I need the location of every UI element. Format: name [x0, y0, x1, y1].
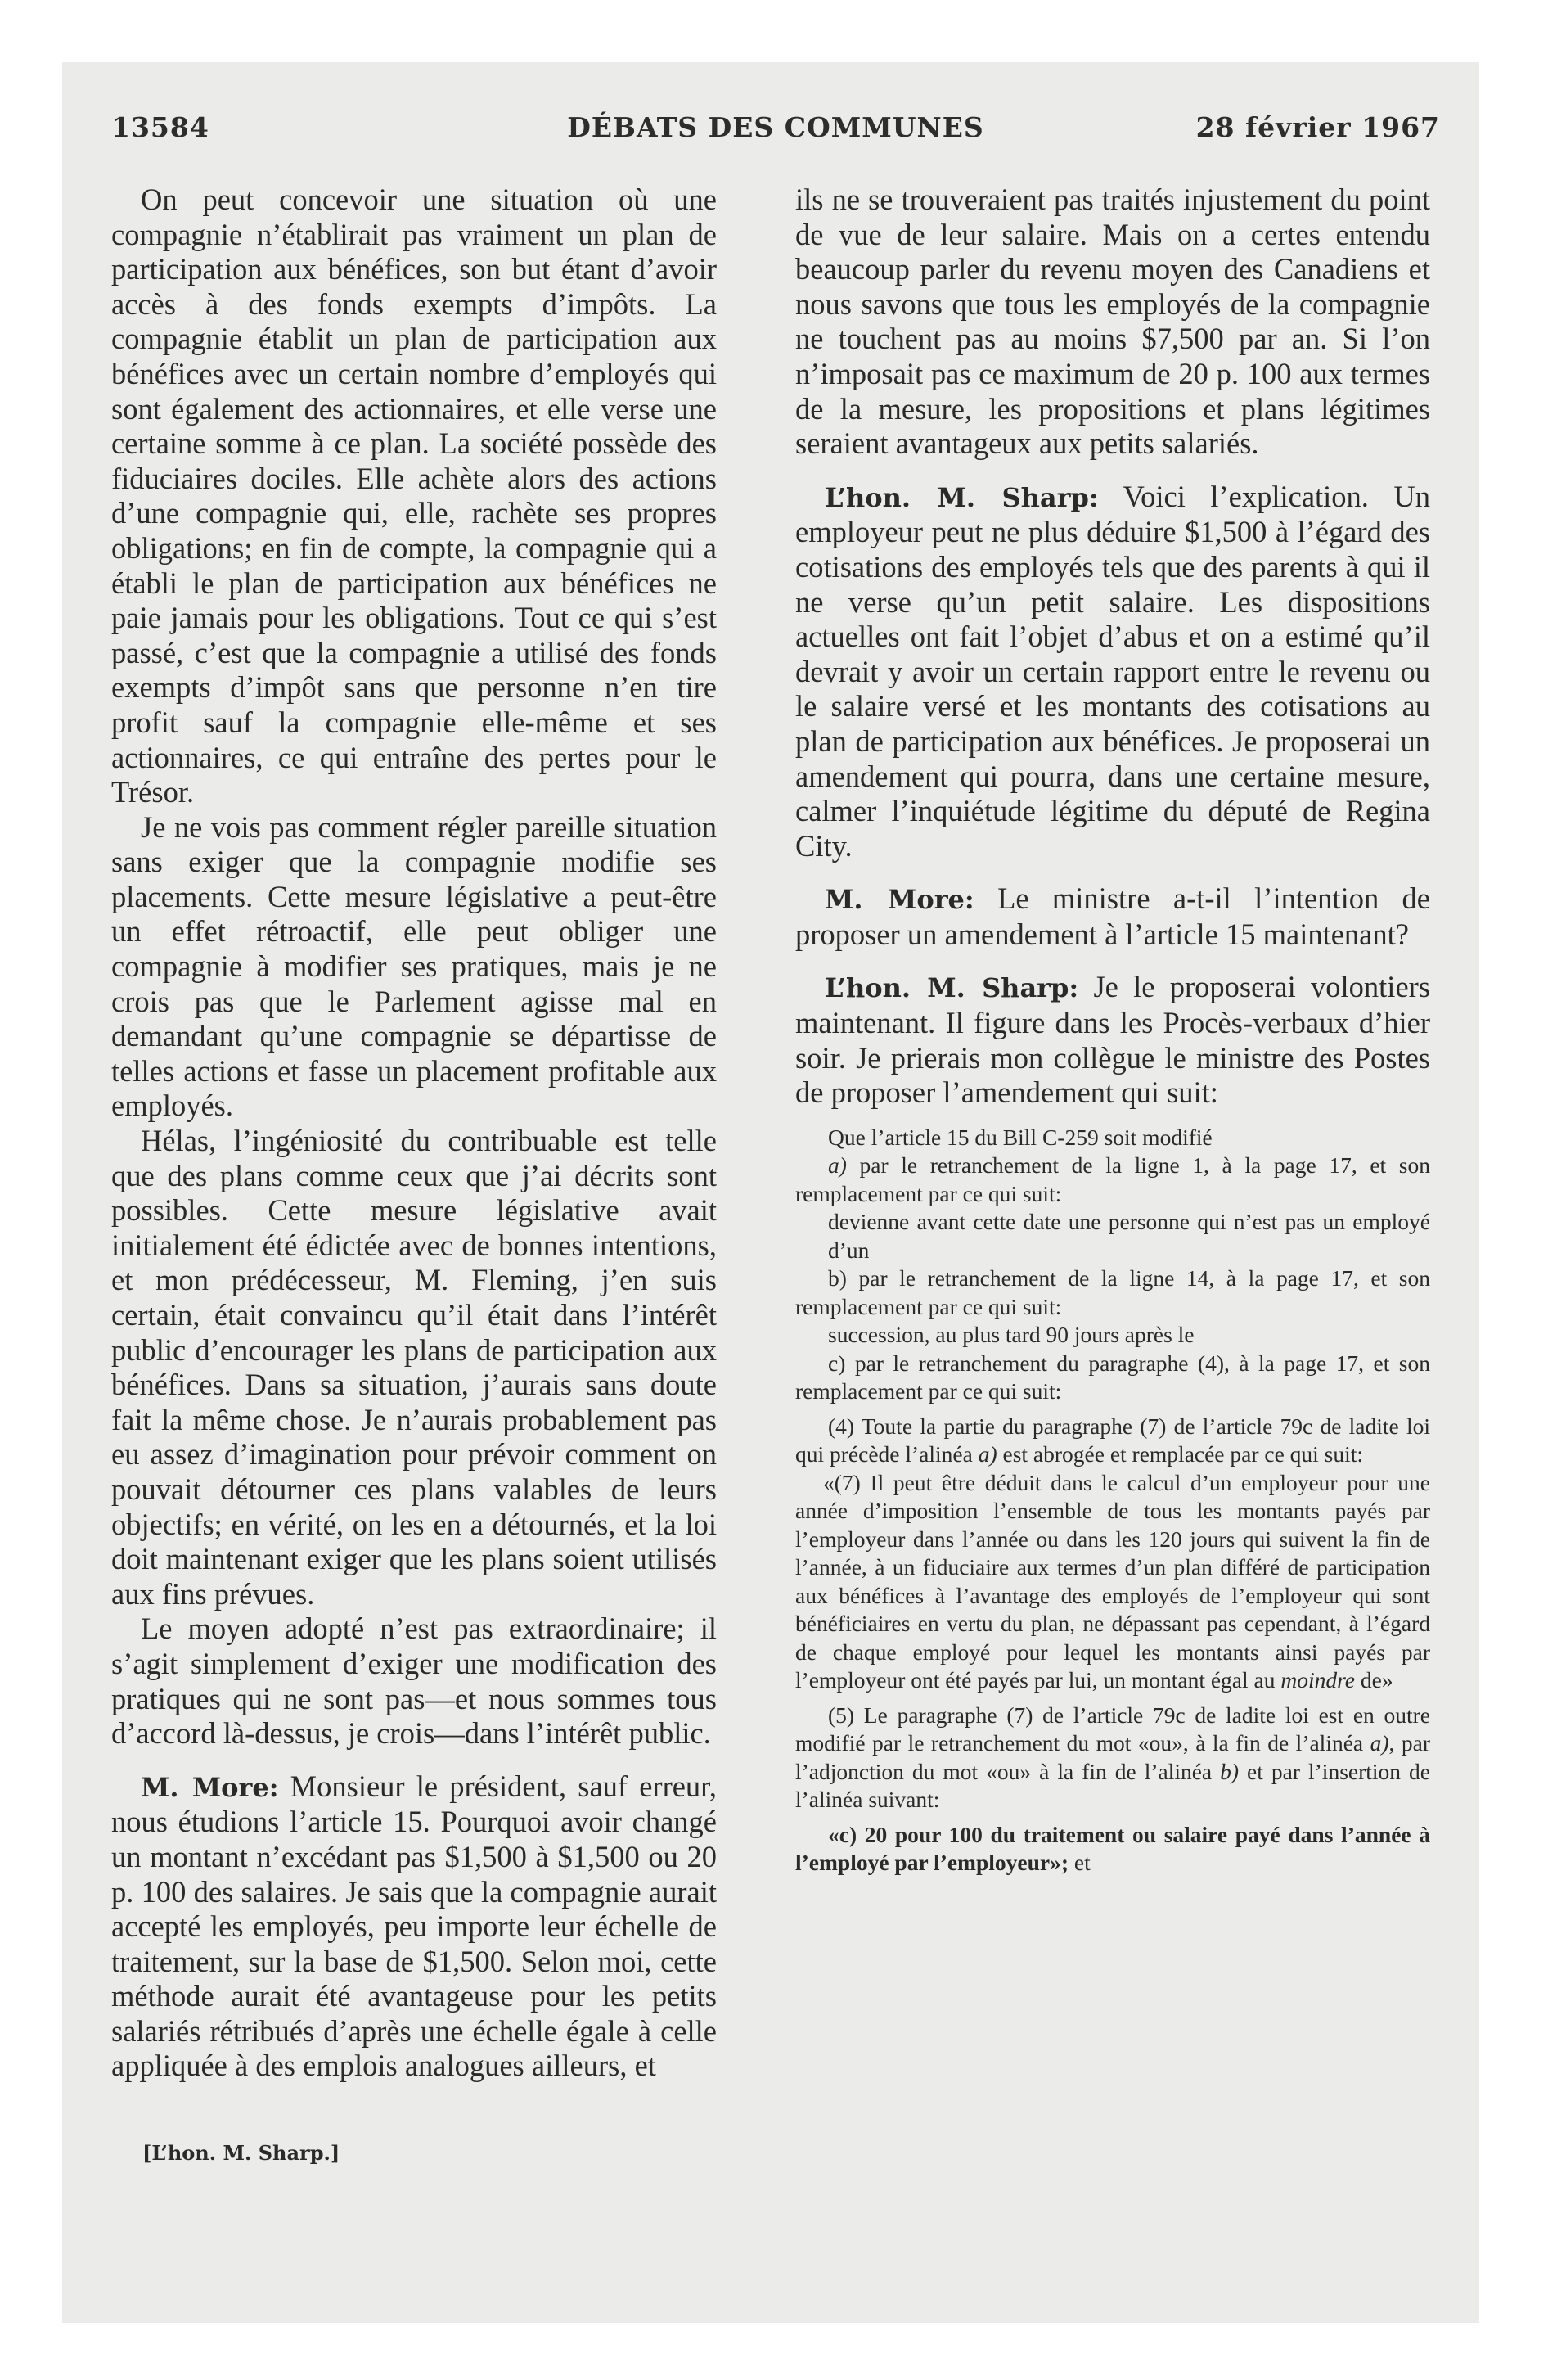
- speaker-name: L’hon. M. Sharp:: [825, 972, 1079, 1004]
- speaker-name: L’hon. M. Sharp:: [825, 481, 1099, 513]
- left-paragraph-5: [111, 1769, 717, 2084]
- right-column: [795, 183, 1430, 1877]
- left-paragraph-3: Hélas, l’ingéniosité du contribuable est telle que des plans comme ceux que j’ai décrits sont possibles. Cette mesure législative avait initialement été édictée avec de bonnes intentions, et mon prédécesseur, M. Fleming, j’en suis certain, était convaincu qu’il était dans l’intérêt public d’encourager les plans de participation aux bénéfices. Dans sa situation, j’aurais sans doute fait la même chose. Je n’aurais probablement pas eu assez d’imagination pour prévoir comment on pouvait détourner ces plans valables de leurs objectifs; en vérité, on les en a détournés, et la loi doit maintenant exiger que les plans soient utilisés aux fins prévues.: [111, 1124, 717, 1611]
- amendment-item-c: c) par le retranchement du paragraphe (4), à la page 17, et son remplacement par ce qui suit:: [795, 1350, 1430, 1404]
- speaker-name: M. More:: [825, 884, 974, 916]
- speech-text: Monsieur le président, sauf erreur, nous étudions l’article 15. Pourquoi avoir changé un montant n’excédant pas $1,500 à $1,500 ou 20 p. 100 des salaires. Je sais que la compagnie aurait accepté les employés, peu importe leur échelle de traitement, sur la base de $1,500. Selon moi, cette méthode aurait été avantageuse pour les petits salariés rétribués d’après une échelle égale à celle appliquée à des emplois analogues ailleurs, et: [111, 1769, 717, 2083]
- scanned-page: [62, 62, 1479, 2323]
- item-letter: b): [828, 1265, 847, 1291]
- amendment-text: [795, 1124, 1430, 1877]
- amendment-intro: Que l’article 15 du Bill C-259 soit modifié: [828, 1124, 1213, 1150]
- right-paragraph-2: [795, 480, 1430, 864]
- left-paragraph-2: Je ne vois pas comment régler pareille situation sans exiger que la compagnie modifie ses placements. Cette mesure législative a peut-être un effet rétroactif, elle peut obliger une compagnie à modifier ses pratiques, mais je ne crois pas que le Parlement agisse mal en demandant qu’une compagnie se départisse de telles actions et fasse un placement profitable aux employés.: [111, 809, 717, 1123]
- page-number: 13584: [111, 111, 209, 143]
- amendment-new-clause-c: «c) 20 pour 100 du traitement ou salaire payé dans l’année à l’employé par l’employeur»; et: [795, 1821, 1430, 1876]
- page-footnote: [L’hon. M. Sharp.]: [142, 2141, 340, 2165]
- amendment-paragraph-5: (5) Le paragraphe (7) de l’article 79c de ladite loi est en outre modifié par le retranchement du mot «ou», à la fin de l’alinéa a), par l’adjonction du mot «ou» à la fin de l’alinéa b) et par l’insertion de l’alinéa suivant:: [795, 1702, 1430, 1813]
- amendment-item-b: [795, 1264, 1430, 1321]
- item-letter: a): [828, 1152, 847, 1179]
- amendment-paragraph-4: (4) Toute la partie du paragraphe (7) de l’article 79c de ladite loi qui précède l’alinéa a) est abrogée et remplacée par ce qui suit:: [795, 1413, 1430, 1467]
- left-paragraph-4: Le moyen adopté n’est pas extraordinaire; il s’agit simplement d’exiger une modification des pratiques qui ne sont pas—et nous sommes tous d’accord là-dessus, je crois—dans l’intérêt public.: [111, 1611, 717, 1751]
- amendment-subsection-7: «(7) Il peut être déduit dans le calcul d’un employeur pour une année d’imposition l’ensemble de tous les montants payés par l’employeur dans l’année ou dans les 120 jours qui suivent la fin de l’année, à un fiduciaire aux termes d’un plan différé de participation aux bénéfices à l’avantage des employés de l’employeur qui sont bénéficiaires en vertu du plan, ne dépassant pas cependant, à l’égard de chaque employé pour lequel les montants ainsi payés par l’employeur ont été payés par lui, un montant égal au moindre de»: [795, 1469, 1430, 1693]
- page-date: 28 février 1967: [1195, 111, 1440, 143]
- right-paragraph-1: ils ne se trouveraient pas traités injustement du point de vue de leur salaire. Mais on a certes entendu beaucoup parler du revenu moyen des Canadiens et nous savons que tous les employés de la compagnie ne touchent pas au moins $7,500 par an. Si l’on n’imposait pas ce maximum de 20 p. 100 aux termes de la mesure, les propositions et plans légitimes seraient avantageux aux petits salariés.: [795, 183, 1430, 461]
- right-paragraph-3: [795, 881, 1430, 952]
- running-title: DÉBATS DES COMMUNES: [567, 111, 984, 143]
- amendment-replacement-a: devienne avant cette date une personne qui n’est pas un employé d’un: [828, 1209, 1430, 1263]
- speech-text: Le ministre a-t-il l’intention de proposer un amendement à l’article 15 maintenant?: [795, 881, 1430, 951]
- left-paragraph-1: On peut concevoir une situation où une compagnie n’établirait pas vraiment un plan de participation aux bénéfices, son but étant d’avoir accès à des fonds exempts d’impôts. La compagnie établit un plan de participation aux bénéfices avec un certain nombre d’employés qui sont également des actionnaires, et elle verse une certaine somme à ce plan. La société possède des fiduciaires dociles. Elle achète alors des actions d’une compagnie qui, elle, rachète ses propres obligations; en fin de compte, la compagnie qui a établi le plan de participation aux bénéfices ne paie jamais pour les obligations. Tout ce qui s’est passé, c’est que la compagnie a utilisé des fonds exempts d’impôt sans que personne n’en tire profit sauf la compagnie elle-même et ses actionnaires, ce qui entraîne des pertes pour le Trésor.: [111, 183, 717, 809]
- speech-text: Je le proposerai volontiers maintenant. Il figure dans les Procès-verbaux d’hier soir. Je prierais mon collègue le ministre des Postes de proposer l’amendement qui suit:: [795, 970, 1430, 1110]
- left-column: [111, 183, 717, 2084]
- speech-text: Voici l’explication. Un employeur peut ne plus déduire $1,500 à l’égard des cotisations des employés tels que des parents à qui il ne verse qu’un petit salaire. Les dispositions actuelles ont fait l’objet d’abus et on a estimé qu’il devrait y avoir un certain rapport entre le revenu ou le salaire versé et les montants des cotisations au plan de participation aux bénéfices. Je proposerai un amendement qui pourra, dans une certaine mesure, calmer l’inquiétude légitime du député de Regina City.: [795, 479, 1430, 863]
- item-text: par le retranchement de la ligne 1, à la page 17, et son remplacement par ce qui suit:: [795, 1152, 1430, 1206]
- page-header: [111, 111, 1440, 164]
- item-text: par le retranchement de la ligne 14, à la page 17, et son remplacement par ce qui suit:: [795, 1265, 1430, 1319]
- speaker-name: M. More:: [141, 1771, 279, 1803]
- right-paragraph-4: [795, 970, 1430, 1110]
- amendment-item-a: [795, 1152, 1430, 1208]
- amendment-replacement-b: succession, au plus tard 90 jours après le: [828, 1322, 1195, 1348]
